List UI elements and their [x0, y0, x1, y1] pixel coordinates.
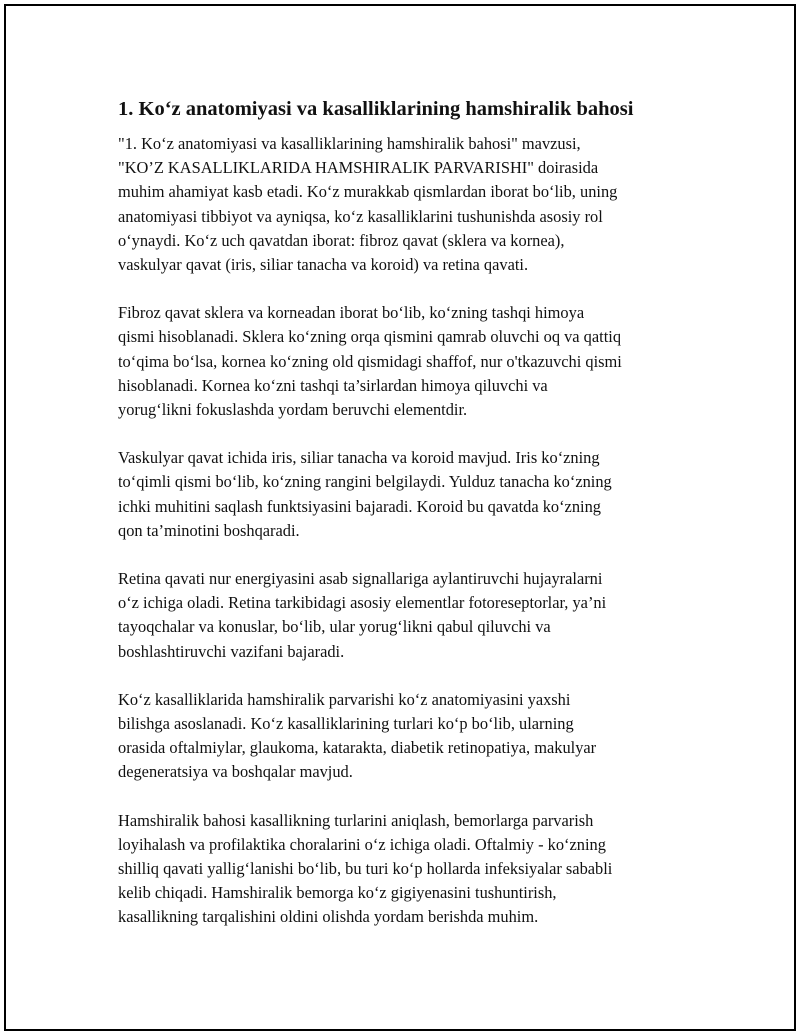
paragraph-line: tayoqchalar va konuslar, bo‘lib, ular yorug‘likni qabul qiluvchi va [118, 617, 551, 637]
paragraph-line: vaskulyar qavat (iris, siliar tanacha va koroid) va retina qavati. [118, 255, 529, 275]
paragraph-line: Retina qavati nur energiyasini asab signallariga aylantiruvchi hujayralarni [118, 569, 603, 589]
paragraph-line: o‘ynaydi. Ko‘z uch qavatdan iborat: fibroz qavat (sklera va kornea), [118, 230, 565, 250]
paragraph-line: o‘z ichiga oladi. Retina tarkibidagi asosiy elementlar fotoreseptorlar, ya’ni [118, 593, 607, 613]
paragraph-line: yorug‘likni fokuslashda yordam beruvchi elementdir. [118, 400, 468, 420]
paragraph-line: Fibroz qavat sklera va korneadan iborat bo‘lib, ko‘zning tashqi himoya [118, 303, 585, 323]
paragraph-line: Vaskulyar qavat ichida iris, siliar tanacha va koroid mavjud. Iris ko‘zning [118, 448, 600, 468]
paragraph-line: orasida oftalmiylar, glaukoma, katarakta, diabetik retinopatiya, makulyar [118, 738, 597, 758]
paragraph-line: "1. Ko‘z anatomiyasi va kasalliklarining hamshiralik bahosi" mavzusi, [118, 134, 581, 153]
paragraph-line: ichki muhitini saqlash funktsiyasini bajaradi. Koroid bu qavatda ko‘zning [118, 496, 601, 516]
paragraph [118, 688, 698, 785]
paragraph-line: qon ta’minotini boshqaradi. [118, 520, 300, 540]
paragraph-line: qismi hisoblanadi. Sklera ko‘zning orqa qismini qamrab oluvchi oq va qattiq [118, 327, 622, 347]
paragraph-line: hisoblanadi. Kornea ko‘zni tashqi ta’sirlardan himoya qiluvchi va [118, 375, 548, 395]
paragraph-line: anatomiyasi tibbiyot va ayniqsa, ko‘z kasalliklarini tushunishda asosiy rol [118, 206, 603, 226]
paragraph-line: kelib chiqadi. Hamshiralik bemorga ko‘z gigiyenasini tushuntirish, [118, 883, 557, 903]
paragraph [118, 567, 698, 664]
paragraph-line: degeneratsiya va boshqalar mavjud. [118, 762, 353, 782]
paragraph-line: "KO’Z KASALLIKLARIDA HAMSHIRALIK PARVARISHI" doirasida [118, 158, 599, 178]
paragraph-line: boshlashtiruvchi vazifani bajaradi. [118, 641, 345, 661]
paragraph [118, 809, 698, 930]
paragraph [118, 132, 698, 277]
paragraph-list [118, 132, 698, 930]
paragraph-line: Hamshiralik bahosi kasallikning turlarini aniqlash, bemorlarga parvarish [118, 810, 594, 830]
paragraph-line: Ko‘z kasalliklarida hamshiralik parvarishi ko‘z anatomiyasini yaxshi [118, 689, 571, 709]
paragraph-line: loyihalash va profilaktika choralarini o‘z ichiga oladi. Oftalmiy - ko‘zning [118, 834, 606, 854]
paragraph-line: to‘qima bo‘lsa, kornea ko‘zning old qismidagi shaffof, nur o'tkazuvchi qismi [118, 351, 622, 371]
paragraph [118, 301, 698, 422]
document-title: 1. Ko‘z anatomiyasi va kasalliklarining hamshiralik bahosi [118, 98, 634, 120]
paragraph-line: to‘qimli qismi bo‘lib, ko‘zning rangini belgilaydi. Yulduz tanacha ko‘zning [118, 472, 612, 492]
document-body [118, 96, 698, 954]
paragraph-line: muhim ahamiyat kasb etadi. Ko‘z murakkab qismlardan iborat bo‘lib, uning [118, 182, 618, 202]
paragraph-line: kasallikning tarqalishini oldini olishda yordam berishda muhim. [118, 907, 539, 927]
paragraph-line: shilliq qavati yallig‘lanishi bo‘lib, bu turi ko‘p hollarda infeksiyalar sababli [118, 859, 613, 879]
paragraph-line: bilishga asoslanadi. Ko‘z kasalliklarining turlari ko‘p bo‘lib, ularning [118, 714, 574, 734]
paragraph [118, 446, 698, 543]
